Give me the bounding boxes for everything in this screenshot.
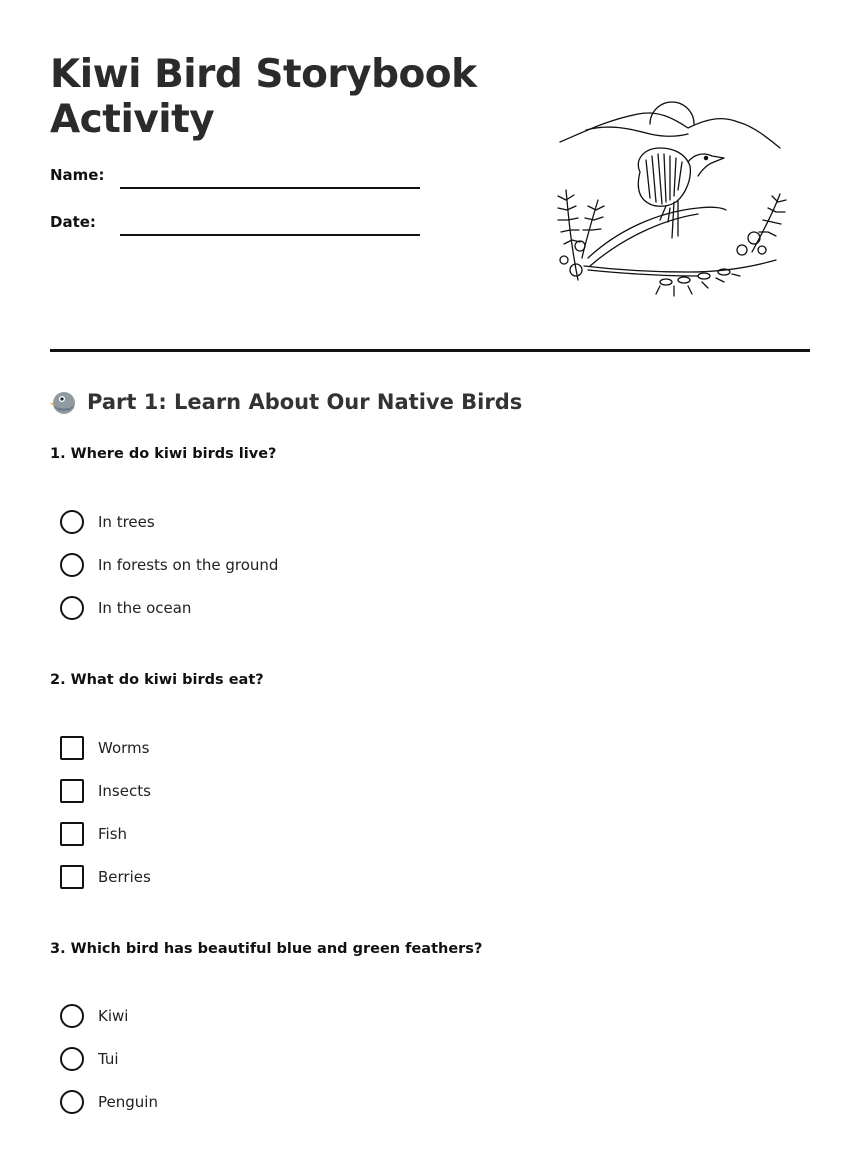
- option-fish[interactable]: [60, 821, 127, 847]
- option-in-forests[interactable]: [60, 552, 278, 578]
- checkbox[interactable]: [60, 865, 84, 889]
- radio-button[interactable]: [60, 1090, 84, 1114]
- option-label: Penguin: [98, 1093, 158, 1111]
- checkbox[interactable]: [60, 736, 84, 760]
- option-label: Insects: [98, 782, 151, 800]
- radio-button[interactable]: [60, 553, 84, 577]
- bird-shape: [638, 148, 724, 238]
- section-heading: [50, 388, 522, 416]
- sun-shape: [650, 102, 694, 124]
- option-in-trees[interactable]: [60, 509, 155, 535]
- date-field[interactable]: [120, 234, 420, 236]
- question-1: 1. Where do kiwi birds live?: [50, 446, 277, 462]
- checkbox[interactable]: [60, 822, 84, 846]
- option-in-ocean[interactable]: [60, 595, 191, 621]
- option-label: In forests on the ground: [98, 556, 279, 574]
- section-divider: [50, 349, 810, 352]
- option-tui[interactable]: [60, 1046, 119, 1072]
- page-title: Kiwi Bird Storybook Activity: [50, 52, 477, 142]
- option-label: In the ocean: [98, 599, 192, 617]
- option-insects[interactable]: [60, 778, 151, 804]
- option-label: Tui: [98, 1050, 119, 1068]
- option-label: Worms: [98, 739, 150, 757]
- option-worms[interactable]: [60, 735, 149, 761]
- date-label: Date:: [50, 213, 96, 231]
- radio-button[interactable]: [60, 1004, 84, 1028]
- bird-illustration: [548, 90, 788, 305]
- question-3: 3. Which bird has beautiful blue and green feathers?: [50, 941, 483, 957]
- leaves-shape: [656, 269, 740, 296]
- fern-left-shape: [558, 190, 604, 280]
- option-berries[interactable]: [60, 864, 151, 890]
- radio-button[interactable]: [60, 1047, 84, 1071]
- name-label: Name:: [50, 166, 105, 184]
- section-heading-text: Part 1: Learn About Our Native Birds: [87, 390, 523, 414]
- option-label: Berries: [98, 868, 151, 886]
- branch-shape: [584, 207, 776, 276]
- option-label: Fish: [98, 825, 128, 843]
- option-penguin[interactable]: [60, 1089, 158, 1115]
- fern-right-shape: [737, 194, 786, 255]
- bird-head-icon: [50, 388, 78, 416]
- hills-shape: [560, 113, 780, 148]
- name-field[interactable]: [120, 187, 420, 189]
- checkbox[interactable]: [60, 779, 84, 803]
- radio-button[interactable]: [60, 510, 84, 534]
- option-label: In trees: [98, 513, 155, 531]
- option-label: Kiwi: [98, 1007, 129, 1025]
- radio-button[interactable]: [60, 596, 84, 620]
- question-2: 2. What do kiwi birds eat?: [50, 672, 264, 688]
- option-kiwi[interactable]: [60, 1003, 128, 1029]
- hills-back-shape: [586, 127, 688, 136]
